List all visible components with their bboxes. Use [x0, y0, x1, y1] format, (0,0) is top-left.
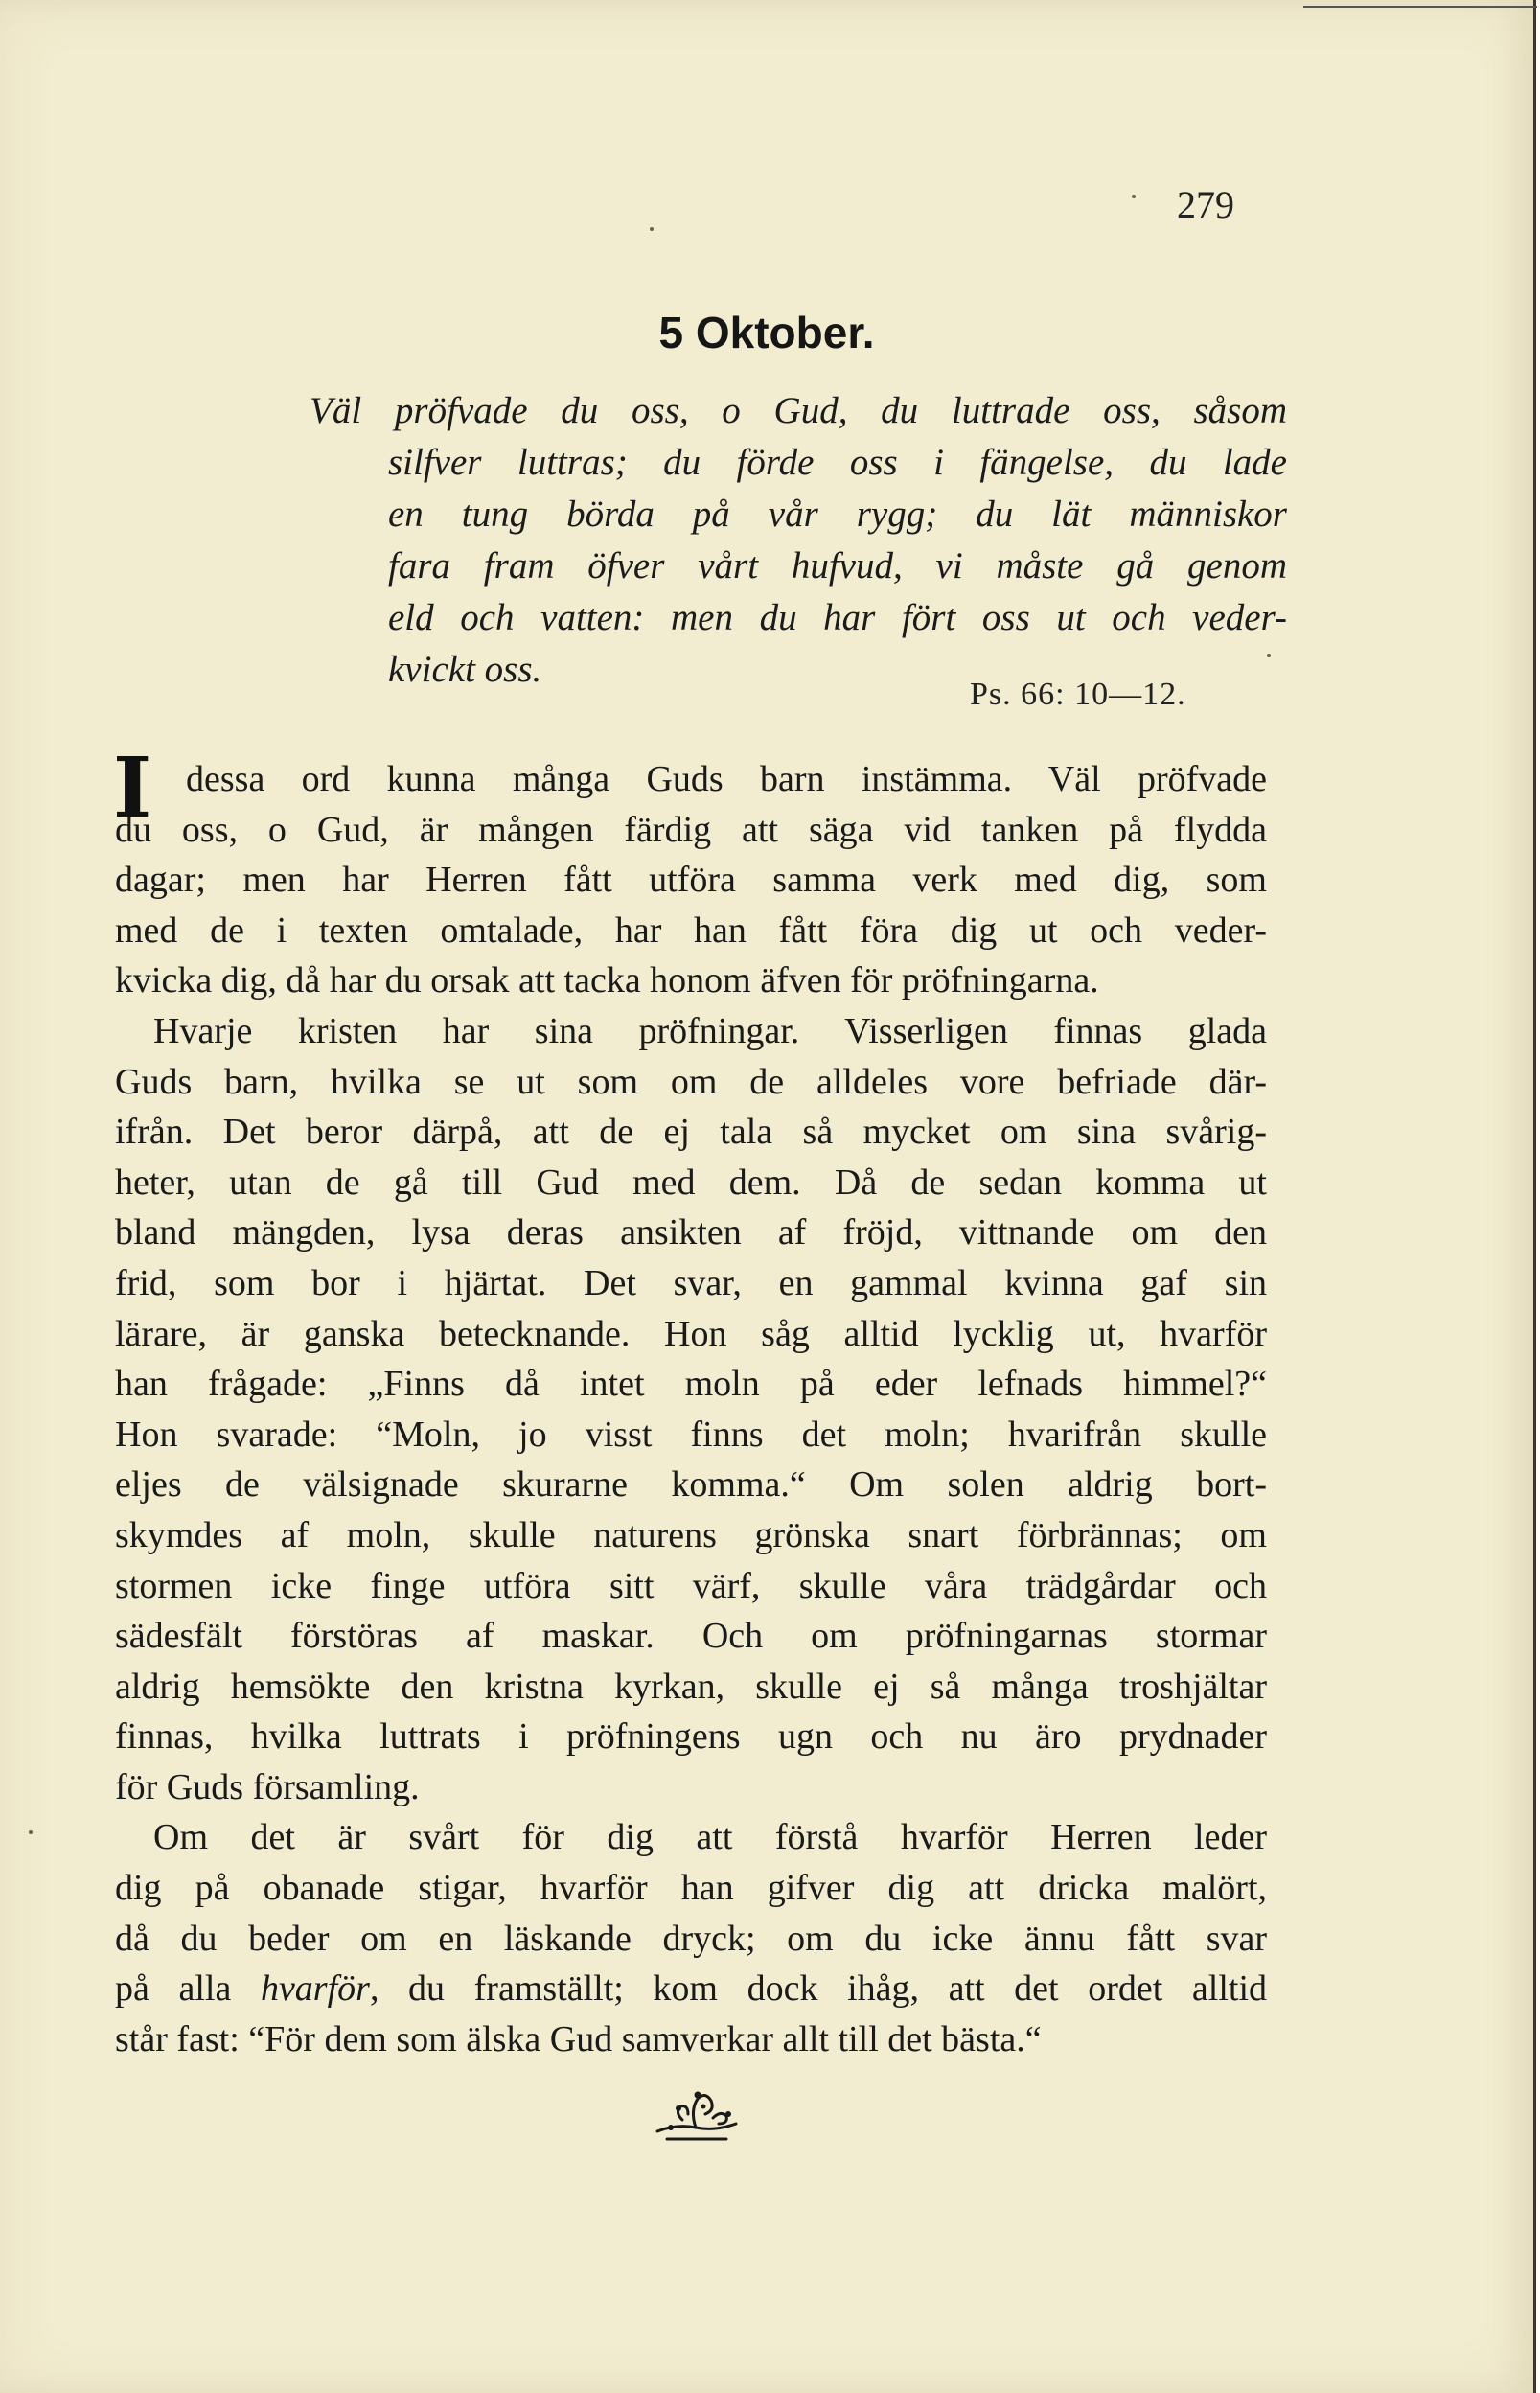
page-number: 279 — [1177, 183, 1234, 226]
body-line-part: , du framställt; kom dock ihåg, att det ordet alltid — [369, 1968, 1267, 2010]
body-line: kvicka dig, då har du orsak att tacka honom äfven för pröfningarna. — [115, 960, 1099, 1001]
body-line: han frågade: „Finns då intet moln på eder lefnads himmel?“ — [115, 1364, 1267, 1405]
scripture-quote — [310, 385, 1287, 696]
body-line: stormen icke finge utföra sitt värf, skulle våra trädgårdar och — [115, 1565, 1267, 1606]
body-line: då du beder om en läskande dryck; om du icke ännu fått svar — [115, 1918, 1267, 1959]
body-line: för Guds församling. — [115, 1766, 420, 1807]
date-heading: 5 Oktober. — [658, 308, 875, 357]
body-line: ifrån. Det beror därpå, att de ej tala så mycket om sina svårig- — [115, 1112, 1267, 1153]
body-line: med de i texten omtalade, har han fått föra dig ut och veder- — [115, 909, 1267, 951]
body-line: finnas, hvilka luttrats i pröfningens ugn och nu äro prydnader — [115, 1716, 1267, 1758]
body-line: eljes de välsignade skurarne komma.“ Om solen aldrig bort- — [115, 1464, 1267, 1506]
scripture-line: eld och vatten: men du har fört oss ut och veder- — [388, 597, 1287, 638]
scripture-reference: Ps. 66: 10—12. — [970, 677, 1186, 712]
body-line: lärare, är ganska betecknande. Hon såg alltid lycklig ut, hvarför — [115, 1313, 1267, 1354]
body-line: du oss, o Gud, är mången färdig att säga vid tanken på flydda — [115, 809, 1267, 850]
scripture-line: silfver luttras; du förde oss i fängelse, du lade — [388, 442, 1287, 483]
body-line — [115, 1964, 1267, 2014]
body-line-part: på alla — [115, 1968, 261, 2010]
body-line: dig på obanade stigar, hvarför han gifver dig att dricka malört, — [115, 1868, 1267, 1909]
paper-speck — [1267, 654, 1271, 657]
body-line: skymdes af moln, skulle naturens grönska snart förbrännas; om — [115, 1514, 1267, 1555]
body-line: dessa ord kunna många Guds barn instämma. Väl pröfvade — [186, 759, 1267, 799]
body-text — [115, 754, 1267, 2064]
body-line: heter, utan de gå till Gud med dem. Då de sedan komma ut — [115, 1162, 1267, 1203]
drop-cap-initial: I — [113, 740, 152, 837]
scripture-line: kvickt oss. — [388, 649, 542, 690]
top-edge-rule — [1303, 6, 1537, 8]
paper-speck — [29, 1830, 33, 1834]
body-line: Hvarje kristen har sina pröfningar. Visserligen finnas glada — [153, 1010, 1267, 1051]
paper-speck — [1132, 195, 1136, 198]
body-line: står fast: “För dem som älska Gud samverkar allt till det bästa.“ — [115, 2018, 1042, 2059]
scripture-line: fara fram öfver vårt hufvud, vi måste gå genom — [388, 545, 1287, 587]
body-line: Hon svarade: “Moln, jo visst finns det moln; hvarifrån skulle — [115, 1414, 1267, 1455]
body-line: Guds barn, hvilka se ut som om de alldeles vore befriade där- — [115, 1061, 1267, 1102]
body-line: frid, som bor i hjärtat. Det svar, en gammal kvinna gaf sin — [115, 1262, 1267, 1303]
body-line: dagar; men har Herren fått utföra samma verk med dig, som — [115, 860, 1267, 901]
floral-vignette-icon — [648, 2085, 744, 2145]
body-line: bland mängden, lysa deras ansikten af fröjd, vittnande om den — [115, 1212, 1267, 1254]
paper-speck — [650, 227, 654, 231]
scripture-line: Väl pröfvade du oss, o Gud, du luttrade oss, såsom — [310, 390, 1287, 431]
scripture-line: en tung börda på vår rygg; du lät människor — [388, 494, 1287, 535]
body-line: sädesfält förstöras af maskar. Och om pröfningarnas stormar — [115, 1616, 1267, 1657]
body-line: aldrig hemsökte den kristna kyrkan, skulle ej så många troshjältar — [115, 1666, 1267, 1707]
emphasis-word: hvarför — [260, 1968, 370, 2010]
body-line: Om det är svårt för dig att förstå hvarför Herren leder — [153, 1817, 1267, 1858]
